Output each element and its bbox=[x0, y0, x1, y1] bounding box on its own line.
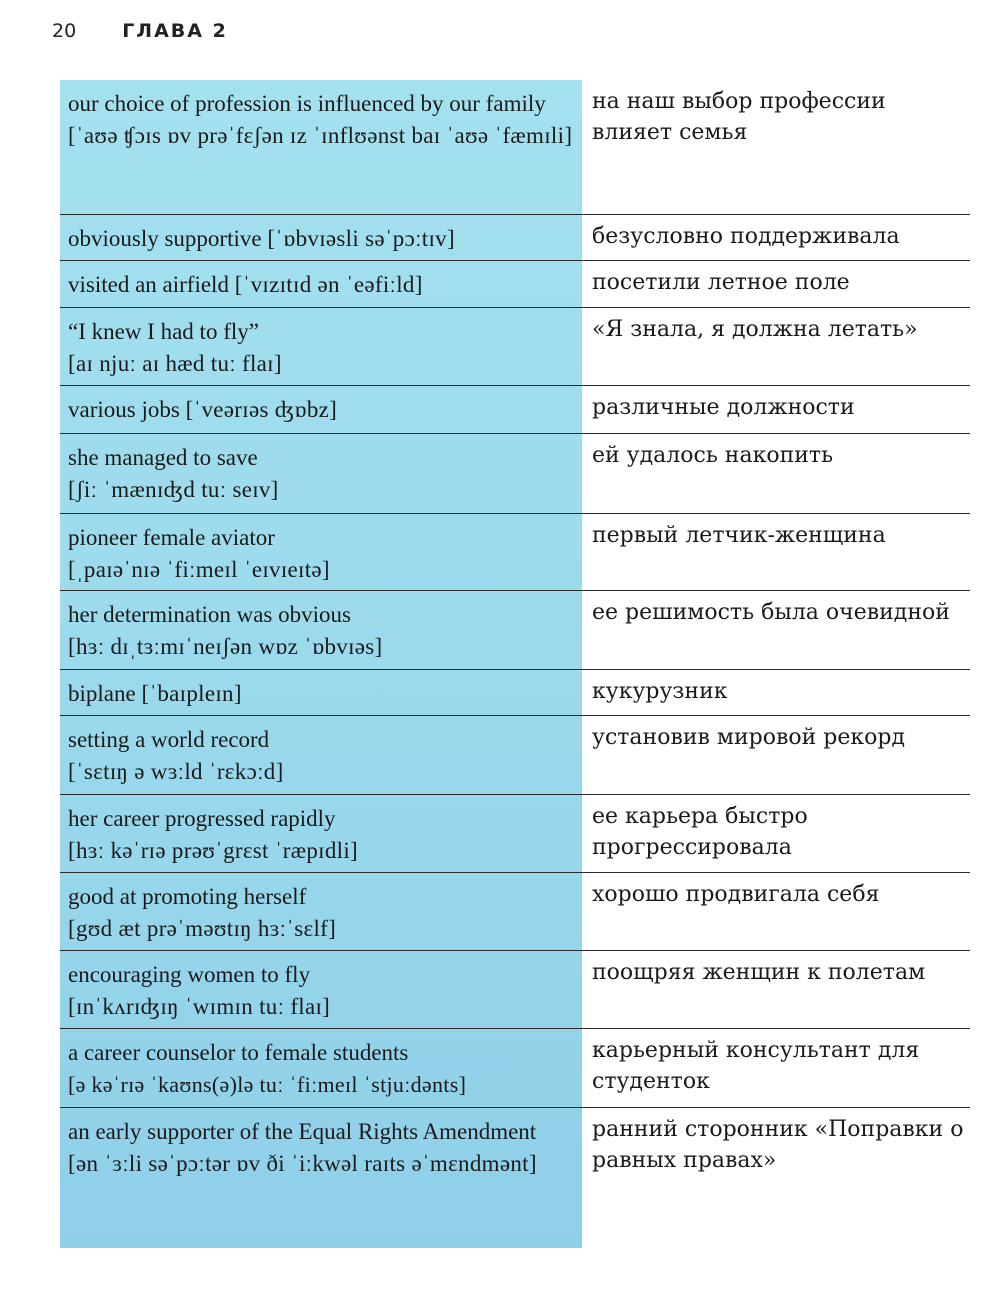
russian-cell bbox=[582, 873, 970, 950]
russian-translation: ей удалось накопить bbox=[592, 443, 834, 468]
russian-cell bbox=[582, 591, 970, 669]
transcription: [ən ˈɜːli səˈpɔːtər ɒv ði ˈiːkwəl raɪts əˈmɛndmənt] bbox=[68, 1151, 537, 1176]
english-phrase: her determination was obvious bbox=[68, 602, 351, 627]
english-cell bbox=[60, 951, 582, 1028]
english-phrase: setting a world record bbox=[68, 727, 270, 752]
english-phrase: her career progressed rapidly bbox=[68, 806, 336, 831]
russian-cell bbox=[582, 951, 970, 1028]
transcription: [aɪ njuː aɪ hæd tuː flaɪ] bbox=[68, 351, 282, 376]
transcription: [gʊd æt prəˈməʊtɪŋ hɜːˈsɛlf] bbox=[68, 916, 337, 941]
russian-translation: посетили летное поле bbox=[592, 270, 850, 295]
russian-translation: установив мировой рекорд bbox=[592, 725, 906, 750]
transcription: [ˈsɛtɪŋ ə wɜːld ˈrɛkɔːd] bbox=[68, 759, 284, 784]
transcription: [hɜː kəˈrɪə prəʊˈgrɛst ˈræpɪdli] bbox=[68, 838, 358, 863]
english-cell bbox=[60, 215, 582, 260]
table-row bbox=[60, 261, 970, 308]
vocabulary-table bbox=[60, 80, 970, 1248]
english-phrase: obviously supportive bbox=[68, 226, 262, 251]
transcription: [ˌpaɪəˈnɪə ˈfiːmeɪl ˈeɪvɪeɪtə] bbox=[68, 557, 330, 582]
table-row bbox=[60, 591, 970, 670]
english-cell bbox=[60, 1108, 582, 1248]
transcription: [ˈɒbvɪəsli səˈpɔːtɪv] bbox=[267, 226, 455, 251]
transcription: [ˈvɪzɪtɪd ən ˈeəfiːld] bbox=[234, 272, 423, 297]
english-phrase: biplane bbox=[68, 681, 136, 706]
russian-cell bbox=[582, 1108, 970, 1248]
table-row bbox=[60, 670, 970, 716]
russian-cell bbox=[582, 80, 970, 214]
english-cell bbox=[60, 716, 582, 794]
english-cell bbox=[60, 434, 582, 513]
russian-translation: «Я знала, я должна летать» bbox=[592, 317, 918, 342]
english-cell bbox=[60, 591, 582, 669]
russian-translation: поощряя женщин к полетам bbox=[592, 960, 926, 985]
transcription: [hɜː dɪˌtɜːmɪˈneɪʃən wɒz ˈɒbvɪəs] bbox=[68, 634, 383, 659]
table-row bbox=[60, 215, 970, 261]
table-row bbox=[60, 514, 970, 591]
russian-translation: кукурузник bbox=[592, 679, 728, 704]
english-phrase: encouraging women to fly bbox=[68, 962, 311, 987]
english-phrase: a career counselor to female students bbox=[68, 1040, 409, 1065]
russian-cell bbox=[582, 514, 970, 590]
transcription: [ə kəˈrɪə ˈkaʊns(ə)lə tuː ˈfiːmeɪl ˈstjuːdənts] bbox=[68, 1072, 467, 1097]
transcription: [ʃiː ˈmænɪʤd tuː seɪv] bbox=[68, 477, 279, 502]
english-cell bbox=[60, 308, 582, 385]
page-header bbox=[52, 16, 228, 46]
transcription: [ɪnˈkʌrɪʤɪŋ ˈwɪmɪn tuː flaɪ] bbox=[68, 994, 331, 1019]
table-row bbox=[60, 308, 970, 386]
english-cell bbox=[60, 386, 582, 433]
russian-cell bbox=[582, 1029, 970, 1107]
table-row bbox=[60, 951, 970, 1029]
chapter-title: ГЛАВА 2 bbox=[122, 20, 228, 42]
english-phrase: good at promoting herself bbox=[68, 884, 307, 909]
english-phrase: she managed to save bbox=[68, 445, 258, 470]
table-row bbox=[60, 1108, 970, 1248]
table-row bbox=[60, 716, 970, 795]
english-cell bbox=[60, 80, 582, 214]
russian-cell bbox=[582, 386, 970, 433]
table-row bbox=[60, 386, 970, 434]
russian-translation: ее решимость была очевидной bbox=[592, 600, 950, 625]
russian-cell bbox=[582, 716, 970, 794]
russian-cell bbox=[582, 795, 970, 872]
russian-cell bbox=[582, 670, 970, 715]
english-cell bbox=[60, 514, 582, 590]
english-cell bbox=[60, 261, 582, 307]
russian-translation: различные должности bbox=[592, 395, 855, 420]
english-phrase: an early supporter of the Equal Rights Amendment bbox=[68, 1119, 537, 1144]
russian-cell bbox=[582, 261, 970, 307]
english-phrase: visited an airfield bbox=[68, 272, 229, 297]
russian-cell bbox=[582, 215, 970, 260]
russian-translation: хорошо продвигала себя bbox=[592, 882, 880, 907]
transcription: [ˈbaɪpleɪn] bbox=[141, 681, 242, 706]
table-row bbox=[60, 795, 970, 873]
page-number: 20 bbox=[52, 20, 77, 42]
transcription: [ˈveərɪəs ʤɒbz] bbox=[185, 397, 338, 422]
table-row bbox=[60, 873, 970, 951]
table-row bbox=[60, 434, 970, 514]
russian-translation: карьерный консультант для студенток bbox=[592, 1038, 920, 1094]
russian-translation: ее карьера быстро прогрессировала bbox=[592, 804, 808, 860]
table-row bbox=[60, 1029, 970, 1108]
english-phrase: pioneer female aviator bbox=[68, 525, 275, 550]
english-cell bbox=[60, 795, 582, 872]
english-phrase: our choice of profession is influenced by our family bbox=[68, 91, 546, 116]
english-cell bbox=[60, 1029, 582, 1107]
russian-cell bbox=[582, 308, 970, 385]
russian-translation: на наш выбор профессии влияет семья bbox=[592, 89, 886, 145]
russian-translation: первый летчик-женщина bbox=[592, 523, 886, 548]
table-row bbox=[60, 80, 970, 215]
russian-translation: безусловно поддерживала bbox=[592, 224, 900, 249]
english-phrase: various jobs bbox=[68, 397, 180, 422]
russian-translation: ранний сторонник «Поправки о равных правах» bbox=[592, 1117, 964, 1173]
transcription: [ˈaʊə ʧɔɪs ɒv prəˈfɛʃən ɪz ˈɪnflʊənst baɪ ˈaʊə ˈfæmɪli] bbox=[68, 123, 573, 148]
english-phrase: “I knew I had to fly” bbox=[68, 319, 259, 344]
english-cell bbox=[60, 670, 582, 715]
russian-cell bbox=[582, 434, 970, 513]
english-cell bbox=[60, 873, 582, 950]
